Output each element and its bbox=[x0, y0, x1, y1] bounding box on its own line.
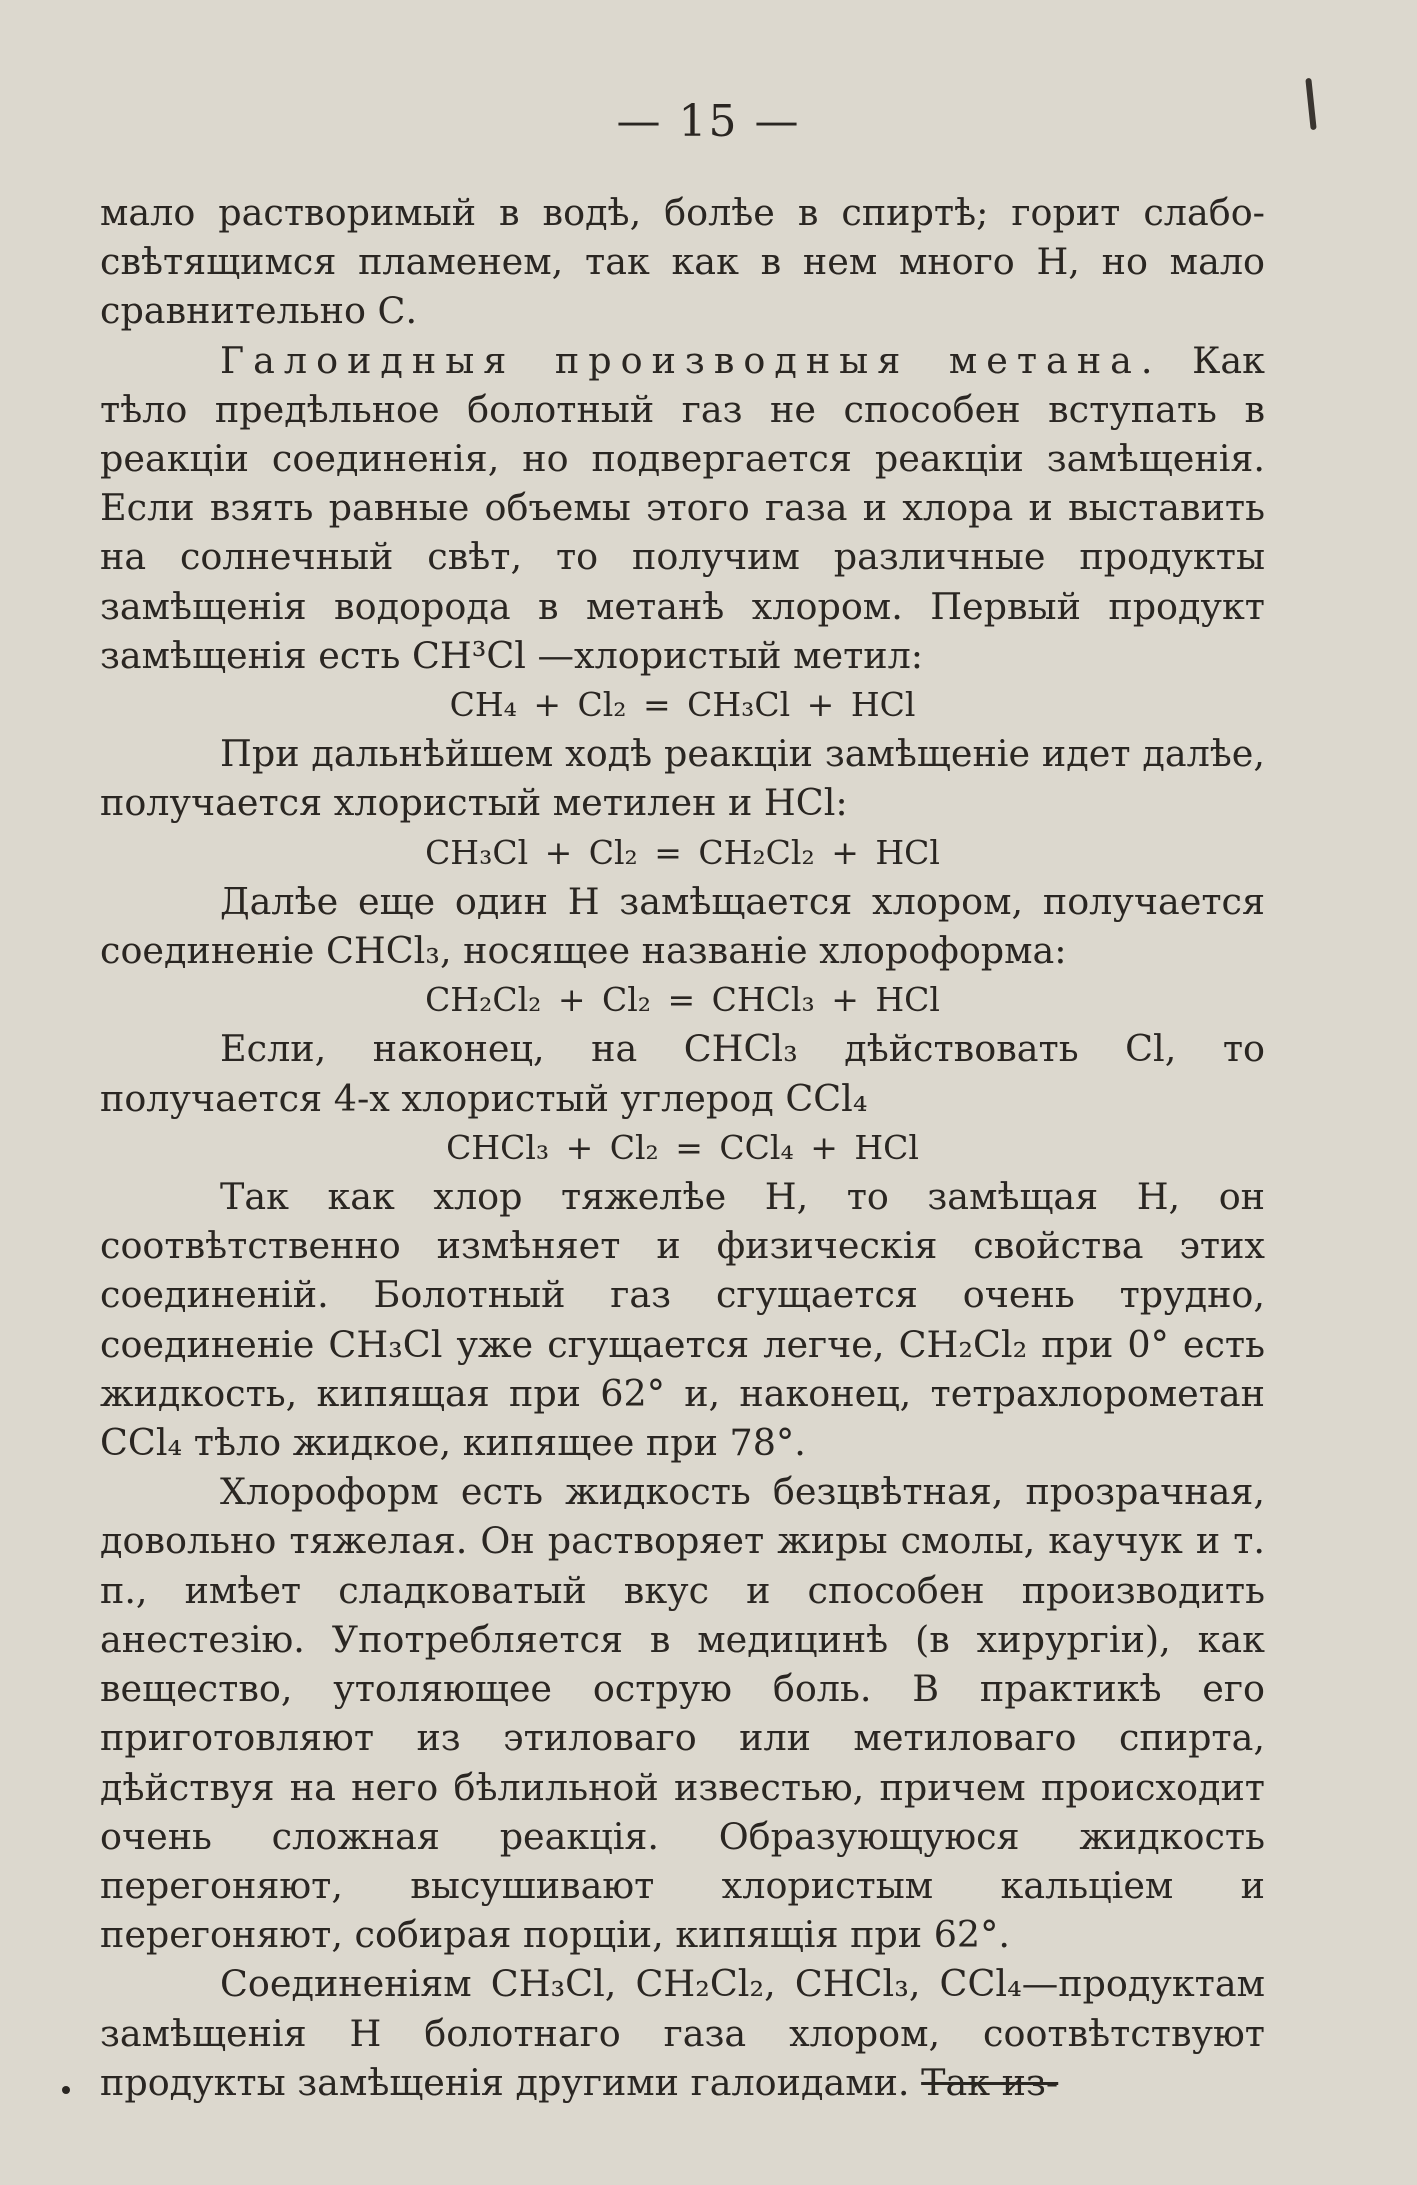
margin-dot-mark bbox=[62, 2086, 70, 2094]
paragraph-3: При дальнѣйшем ходѣ реакціи замѣщеніе идет далѣе, получается хлористый метилен и НCl: bbox=[100, 732, 1265, 825]
paragraph-5: Если, наконец, на СНCl₃ дѣйствовать Cl, то получается 4-х хлористый углерод CCl₄ bbox=[100, 1027, 1265, 1120]
paragraph-4: Далѣе еще один Н замѣщается хлором, получается соединеніе СНCl₃, носящее названіе хлороформа: bbox=[100, 879, 1265, 973]
section-heading: Галоидныя производныя метана. bbox=[220, 338, 1162, 382]
paragraph-8-text: Соединеніям СН₃Cl, СН₂Cl₂, СНCl₃, CCl₄—продуктам замѣщенія Н болотнаго газа хлором, соотвѣтствуют продукты замѣщенія другими галоидами. bbox=[100, 1962, 1265, 2104]
equation-3: CH₂Cl₂ + Cl₂ = CHCl₃ + HCl bbox=[425, 980, 940, 1020]
paragraph-2-text: Как тѣло предѣльное болотный газ не способен вступать в реакціи соединенія, но подвергается реакціи замѣщенія. Если взять равные объемы этого газа и хлора и выставить на солнечный свѣт, то получим различные продукты замѣщенія водорода в метанѣ хлором. Первый продукт замѣщенія есть СН³Cl —хлористый метил: bbox=[100, 338, 1265, 677]
paragraph-1: мало растворимый в водѣ, болѣе в спиртѣ; горит слабо-свѣтящимся пламенем, так как в нем много Н, но мало сравнительно С. bbox=[100, 191, 1265, 333]
paragraph-2 bbox=[100, 336, 1265, 680]
body-text bbox=[100, 188, 1265, 2107]
paragraph-6: Так как хлор тяжелѣе Н, то замѣщая Н, он соотвѣтственно измѣняет и физическія свойства этих соединеній. Болотный газ сгущается очень трудно, соединеніе СН₃Cl уже сгущается легче, СН₂Cl₂ при 0° есть жидкость, кипящая при 62° и, наконец, тетрахлорометан CCl₄ тѣло жидкое, кипящее при 78°. bbox=[100, 1175, 1265, 1465]
paragraph-8 bbox=[100, 1959, 1265, 2107]
paragraph-7: Хлороформ есть жидкость безцвѣтная, прозрачная, довольно тяжелая. Он растворяет жиры смолы, каучук и т. п., имѣет сладковатый вкус и способен производить анестезію. Употребляется в медицинѣ (в хирургіи), как вещество, утоляющее острую боль. В практикѣ его приготовляют из этиловаго или метиловаго спирта, дѣйствуя на него бѣлильной известью, причем происходит очень сложная реакція. Образующуюся жидкость перегоняют, высушивают хлористым кальціем и перегоняют, собирая порціи, кипящія при 62°. bbox=[100, 1470, 1265, 1957]
equation-1: CH₄ + Cl₂ = CH₃Cl + HCl bbox=[449, 685, 916, 725]
equation-4: CHCl₃ + Cl₂ = CCl₄ + HCl bbox=[446, 1127, 919, 1167]
page-number: — 15 — bbox=[616, 96, 801, 147]
equation-2: CH₃Cl + Cl₂ = CH₂Cl₂ + HCl bbox=[425, 832, 940, 872]
struck-text: Так из- bbox=[921, 2060, 1059, 2104]
